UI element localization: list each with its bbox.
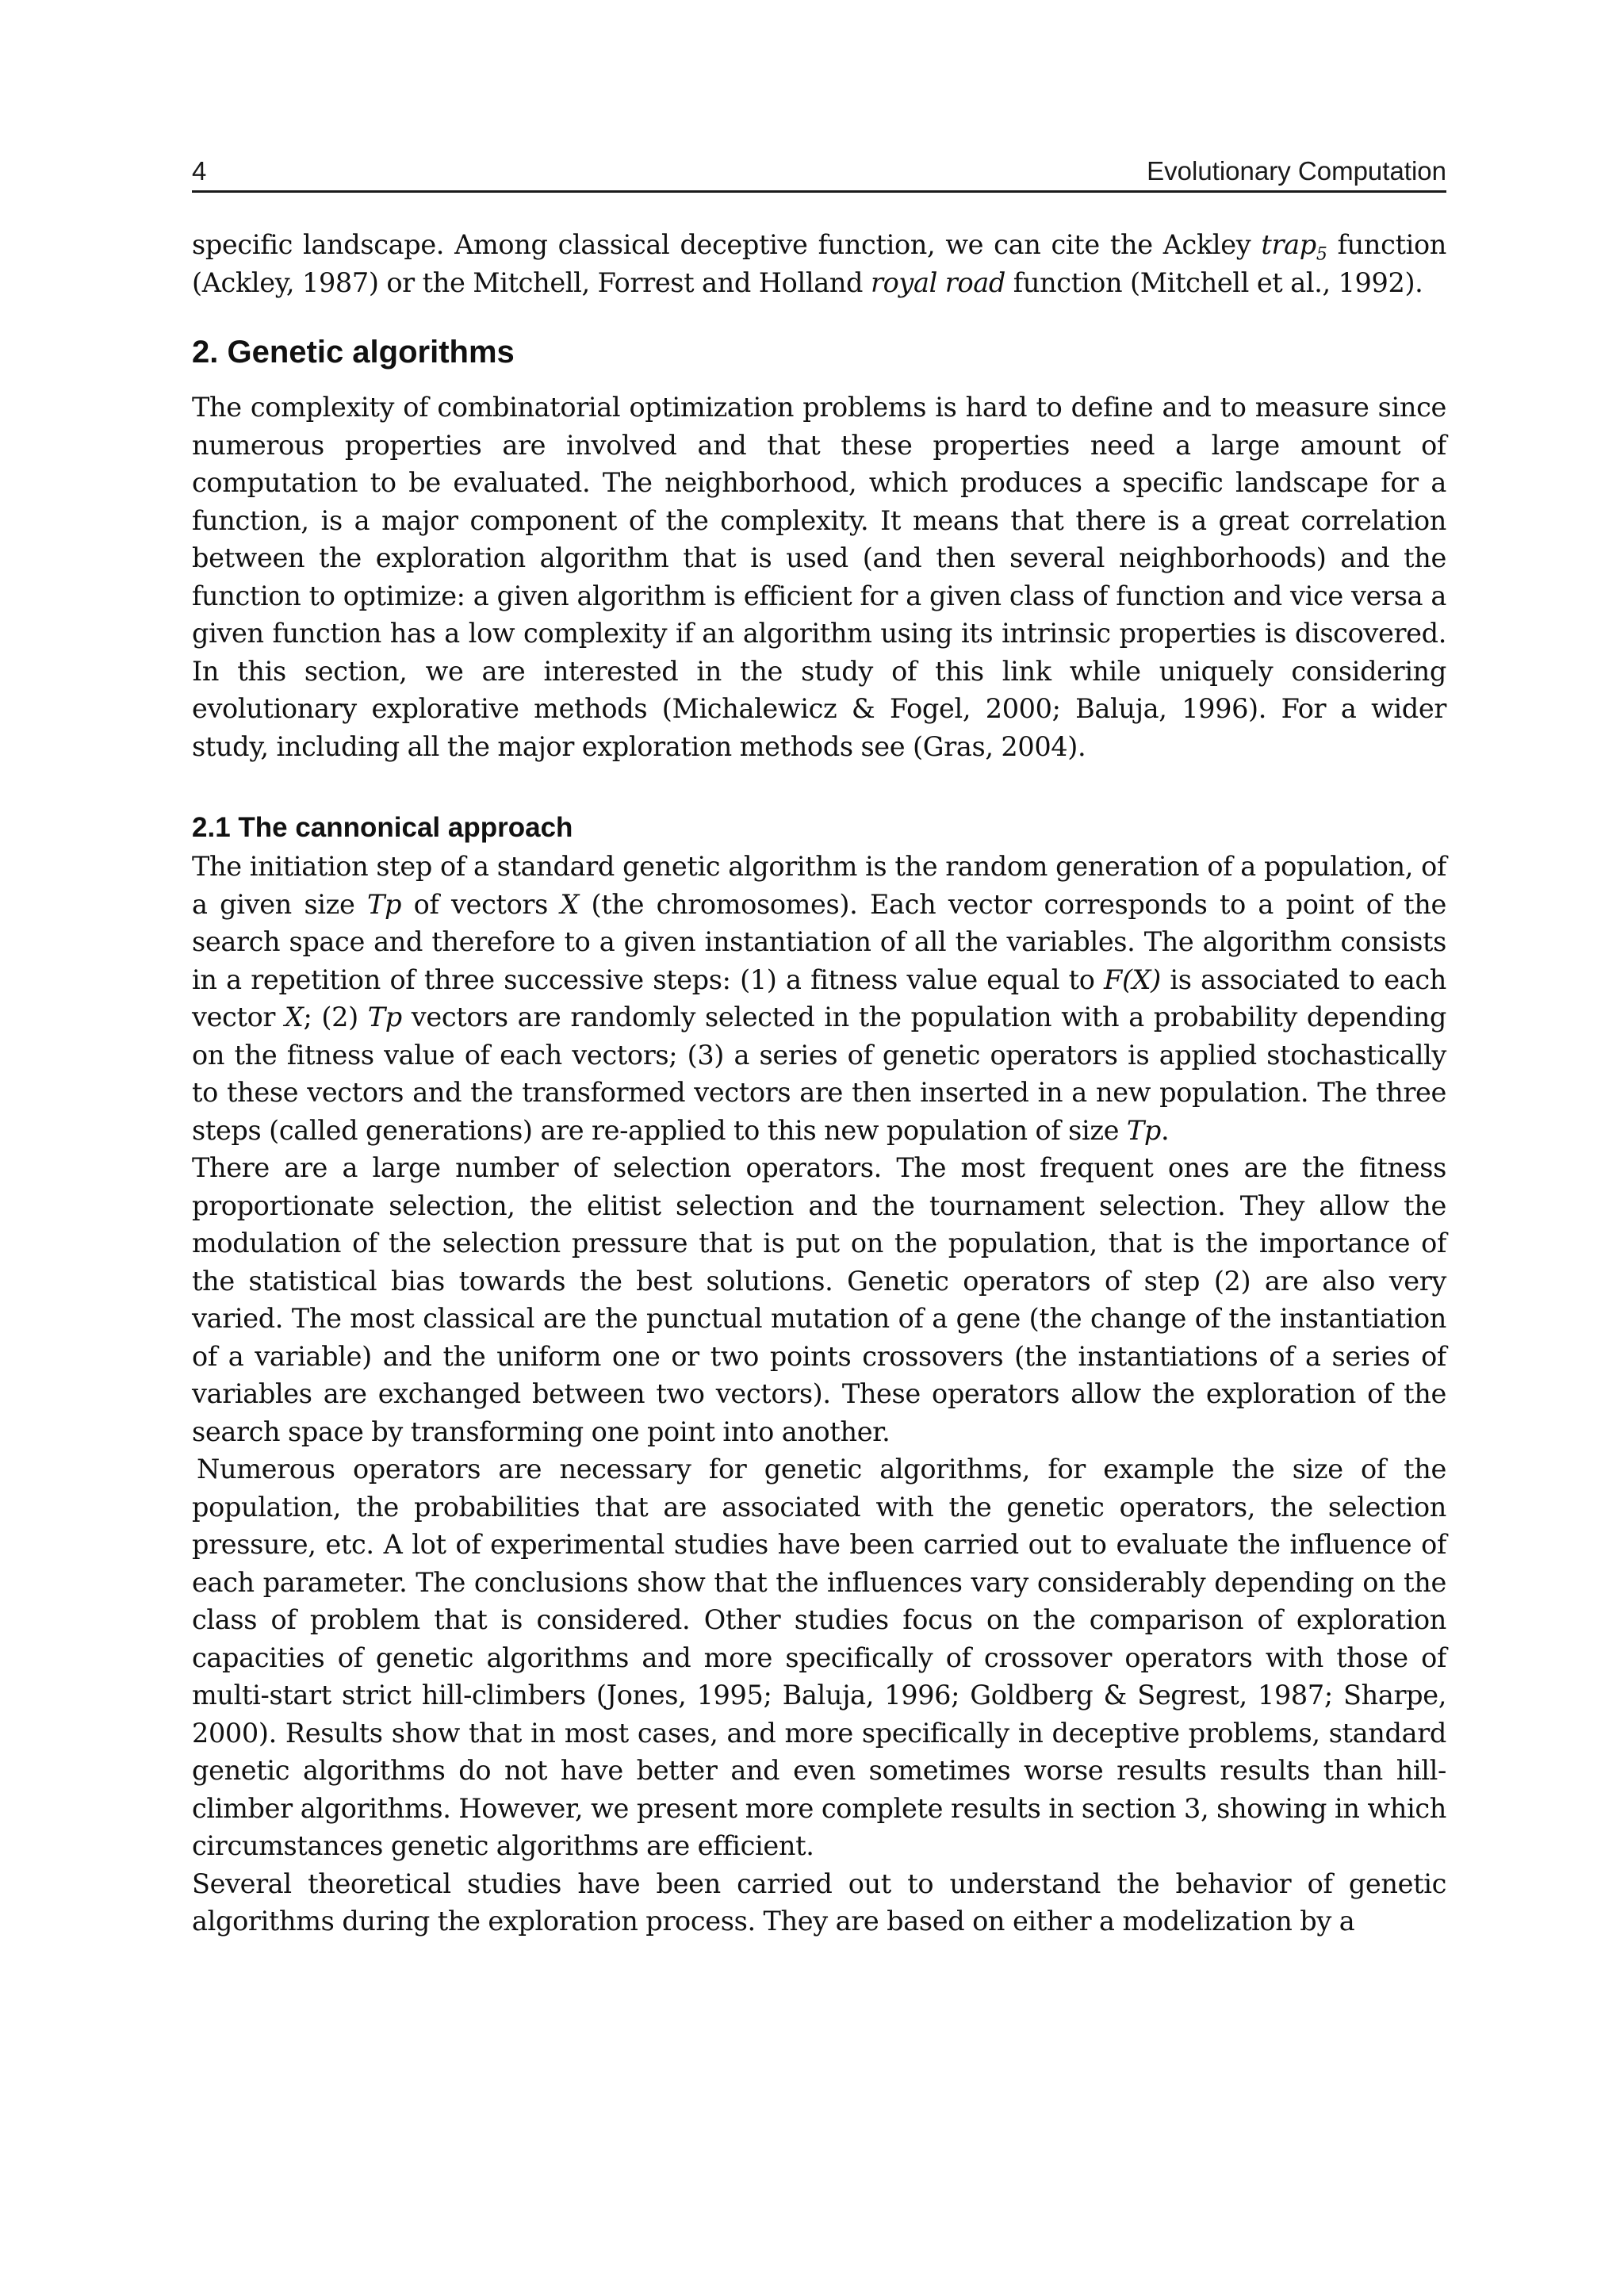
page-number: 4	[192, 156, 207, 186]
fx-symbol: F(X)	[1104, 964, 1161, 995]
tp-symbol: Tp	[366, 888, 402, 920]
section-2-heading: 2. Genetic algorithms	[192, 335, 515, 370]
page	[192, 155, 1446, 1940]
canonical-paragraph-4: Several theoretical studies have been carried out to understand the behavior of genetic algorithms during the exploration process. They are based on either a modelization by a	[192, 1868, 1446, 1937]
royal-road-function-name: royal road	[870, 266, 1005, 298]
canonical-paragraph-3: Numerous operators are necessary for genetic algorithms, for example the size of the population, the probabilities that are associated with the genetic operators, the selection pressure, etc. A lot of experimental studies have been carried out to evaluate the influence of each parameter. The conclusions show that the influences vary considerably depending on the class of problem that is considered. Other studies focus on the comparison of exploration capacities of genetic algorithms and more specifically of crossover operators with those of multi-start strict hill-climbers (Jones, 1995; Baluja, 1996; Goldberg & Segrest, 1987; Sharpe, 2000). Results show that in most cases, and more specifically in deceptive problems, standard genetic algorithms do not have better and even sometimes worse results results than hill-climber algorithms. However, we present more complete results in section 3, showing in which circumstances genetic algorithms are efficient.	[192, 1454, 1446, 1861]
intro-text-1: specific landscape. Among classical deceptive function, we can cite the Ackley	[192, 229, 1262, 260]
x-symbol: X	[285, 1002, 304, 1032]
intro-paragraph	[192, 226, 1446, 301]
intro-text-3: function (Mitchell et al., 1992).	[1005, 266, 1423, 298]
tp-symbol: Tp	[367, 1002, 402, 1032]
trap-function-name: trap$_5$	[1261, 229, 1327, 265]
tp-symbol: Tp	[1126, 1114, 1162, 1146]
running-title: Evolutionary Computation	[1147, 156, 1446, 186]
running-header	[192, 155, 1446, 193]
canonical-paragraph-1: The initiation step of a standard genetic algorithm is the random generation of a population, of a given size Tp of vectors X (the chromosomes). Each vector corresponds to a point of the search space and therefore to a given instantiation of all the variables. The algorithm consists in a repetition of three successive steps: (1) a fitness value equal to F(X) is associated to each vector X; (2) Tp vectors are randomly selected in the population with a probability depending on the fitness value of each vectors; (3) a series of genetic operators is applied stochastically to these vectors and the transformed vectors are then inserted in a new population. The three steps (called generations) are re-applied to this new population of size Tp.	[192, 851, 1447, 1146]
trap-subscript: 5	[1316, 244, 1327, 265]
section-2-paragraph: The complexity of combinatorial optimization problems is hard to define and to measure since numerous properties are involved and that these properties need a large amount of computation to be evaluated. The neighborhood, which produces a specific landscape for a function, is a major component of the complexity. It means that there is a great correlation between the exploration algorithm that is used (and then several neighborhoods) and the function to optimize: a given algorithm is efficient for a given class of function and vice versa a given function has a low complexity if an algorithm using its intrinsic properties is discovered. In this section, we are interested in the study of this link while uniquely considering evolutionary explorative methods (Michalewicz & Fogel, 2000; Baluja, 1996). For a wider study, including all the major exploration methods see (Gras, 2004).	[192, 392, 1446, 762]
intro-text-2: function (Ackley, 1987) or the Mitchell, Forrest and Holland	[192, 229, 1446, 298]
section-2-1-heading: 2.1 The cannonical approach	[192, 812, 573, 843]
x-symbol: X	[560, 888, 579, 920]
canonical-paragraph-2: There are a large number of selection operators. The most frequent ones are the fitness proportionate selection, the elitist selection and the tournament selection. They allow the modulation of the selection pressure that is put on the population, that is the importance of the statistical bias towards the best solutions. Genetic operators of step (2) are also very varied. The most classical are the punctual mutation of a gene (the change of the instantiation of a variable) and the uniform one or two points crossovers (the instantiations of a series of variables are exchanged between two vectors). These operators allow the exploration of the search space by transforming one point into another.	[192, 1152, 1446, 1447]
